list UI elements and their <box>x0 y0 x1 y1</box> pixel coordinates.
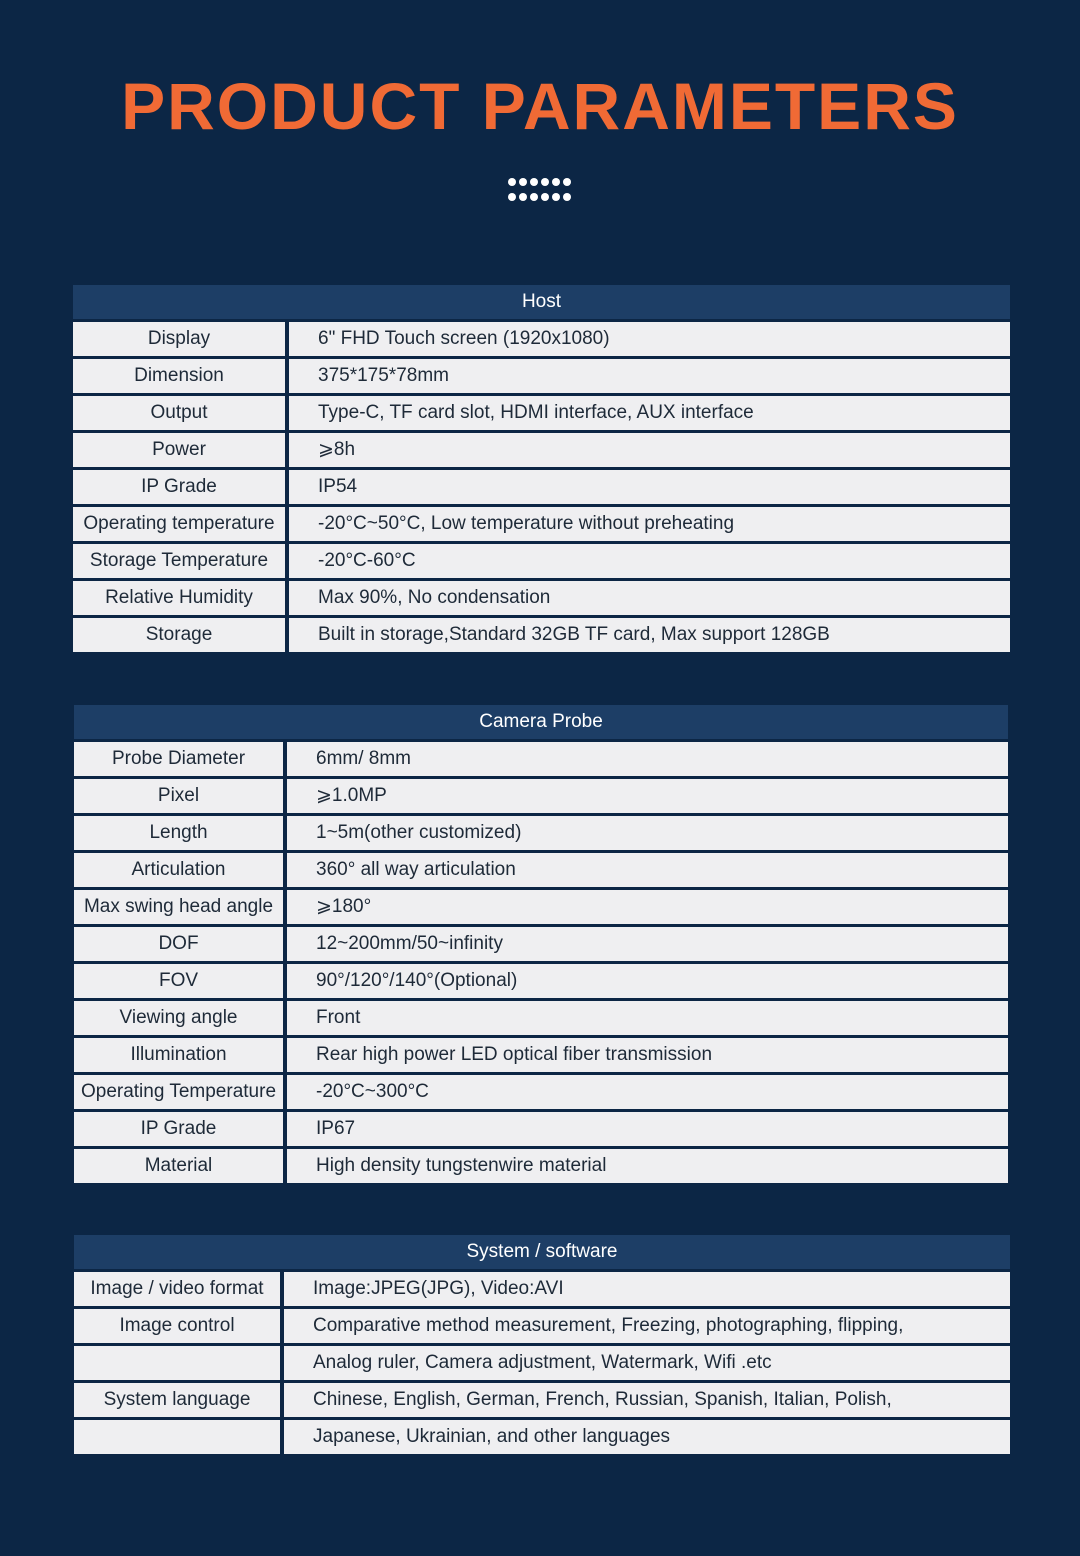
dot <box>530 178 538 186</box>
table-row <box>74 1420 1010 1454</box>
row-value: Type-C, TF card slot, HDMI interface, AUX interface <box>289 396 1010 430</box>
row-label: FOV <box>74 964 283 998</box>
table-row <box>74 1001 1008 1035</box>
row-label: Max swing head angle <box>74 890 283 924</box>
row-label: IP Grade <box>74 1112 283 1146</box>
table-row <box>73 433 1010 467</box>
page-title: PRODUCT PARAMETERS <box>121 69 959 143</box>
table-row <box>74 1309 1010 1343</box>
section-header-system-software: System / software <box>74 1235 1010 1269</box>
table-row <box>74 1346 1010 1380</box>
row-value: ⩾180° <box>287 890 1008 924</box>
dot <box>552 178 560 186</box>
row-label: Viewing angle <box>74 1001 283 1035</box>
row-value: Front <box>287 1001 1008 1035</box>
row-value: Max 90%, No condensation <box>289 581 1010 615</box>
decorative-dots <box>508 178 572 202</box>
table-row <box>74 779 1008 813</box>
row-value: 375*175*78mm <box>289 359 1010 393</box>
table-row <box>73 618 1010 652</box>
row-label <box>74 1420 280 1454</box>
camera-probe-section <box>74 705 1008 1183</box>
table-row <box>74 1383 1010 1417</box>
row-value: Built in storage,Standard 32GB TF card, Max support 128GB <box>289 618 1010 652</box>
row-value: 1~5m(other customized) <box>287 816 1008 850</box>
dot <box>563 193 571 201</box>
section-header-host: Host <box>73 285 1010 319</box>
table-row <box>74 816 1008 850</box>
row-label: Storage <box>73 618 285 652</box>
row-label: Relative Humidity <box>73 581 285 615</box>
table-row <box>73 396 1010 430</box>
dot <box>541 178 549 186</box>
row-value: High density tungstenwire material <box>287 1149 1008 1183</box>
row-value: -20°C-60°C <box>289 544 1010 578</box>
table-row <box>74 927 1008 961</box>
row-label: System language <box>74 1383 280 1417</box>
row-label: Image control <box>74 1309 280 1343</box>
row-value: Rear high power LED optical fiber transmission <box>287 1038 1008 1072</box>
row-value: 12~200mm/50~infinity <box>287 927 1008 961</box>
row-value: 90°/120°/140°(Optional) <box>287 964 1008 998</box>
row-label: Power <box>73 433 285 467</box>
row-value: IP67 <box>287 1112 1008 1146</box>
system-software-section <box>74 1235 1010 1454</box>
row-label: Image / video format <box>74 1272 280 1306</box>
row-value: ⩾8h <box>289 433 1010 467</box>
row-value: Analog ruler, Camera adjustment, Watermark, Wifi .etc <box>284 1346 1010 1380</box>
table-row <box>73 470 1010 504</box>
dot <box>541 193 549 201</box>
row-value: 360° all way articulation <box>287 853 1008 887</box>
row-value: 6" FHD Touch screen (1920x1080) <box>289 322 1010 356</box>
row-value: -20°C~300°C <box>287 1075 1008 1109</box>
table-row <box>73 507 1010 541</box>
row-label <box>74 1346 280 1380</box>
row-label: Pixel <box>74 779 283 813</box>
dot <box>519 193 527 201</box>
row-label: Probe Diameter <box>74 742 283 776</box>
row-label: Illumination <box>74 1038 283 1072</box>
row-label: Length <box>74 816 283 850</box>
section-header-camera-probe: Camera Probe <box>74 705 1008 739</box>
table-row <box>74 742 1008 776</box>
table-row <box>73 544 1010 578</box>
row-label: DOF <box>74 927 283 961</box>
table-row <box>74 1149 1008 1183</box>
table-row <box>73 322 1010 356</box>
dot <box>508 178 516 186</box>
table-row <box>74 964 1008 998</box>
row-label: Operating temperature <box>73 507 285 541</box>
row-label: Storage Temperature <box>73 544 285 578</box>
table-row <box>73 359 1010 393</box>
table-row <box>74 853 1008 887</box>
dot <box>519 178 527 186</box>
row-value: Chinese, English, German, French, Russian, Spanish, Italian, Polish, <box>284 1383 1010 1417</box>
row-value: -20°C~50°C, Low temperature without preheating <box>289 507 1010 541</box>
row-value: Comparative method measurement, Freezing, photographing, flipping, <box>284 1309 1010 1343</box>
row-label: Dimension <box>73 359 285 393</box>
row-value: ⩾1.0MP <box>287 779 1008 813</box>
dot <box>530 193 538 201</box>
row-label: Articulation <box>74 853 283 887</box>
row-value: 6mm/ 8mm <box>287 742 1008 776</box>
row-value: Japanese, Ukrainian, and other languages <box>284 1420 1010 1454</box>
table-row <box>74 1038 1008 1072</box>
row-label: Output <box>73 396 285 430</box>
row-value: Image:JPEG(JPG), Video:AVI <box>284 1272 1010 1306</box>
row-value: IP54 <box>289 470 1010 504</box>
row-label: Display <box>73 322 285 356</box>
row-label: Operating Temperature <box>74 1075 283 1109</box>
row-label: Material <box>74 1149 283 1183</box>
table-row <box>74 890 1008 924</box>
dot <box>552 193 560 201</box>
table-row <box>74 1112 1008 1146</box>
dot <box>563 178 571 186</box>
dot <box>508 193 516 201</box>
table-row <box>74 1272 1010 1306</box>
table-row <box>73 581 1010 615</box>
table-row <box>74 1075 1008 1109</box>
host-section <box>73 285 1010 652</box>
row-label: IP Grade <box>73 470 285 504</box>
